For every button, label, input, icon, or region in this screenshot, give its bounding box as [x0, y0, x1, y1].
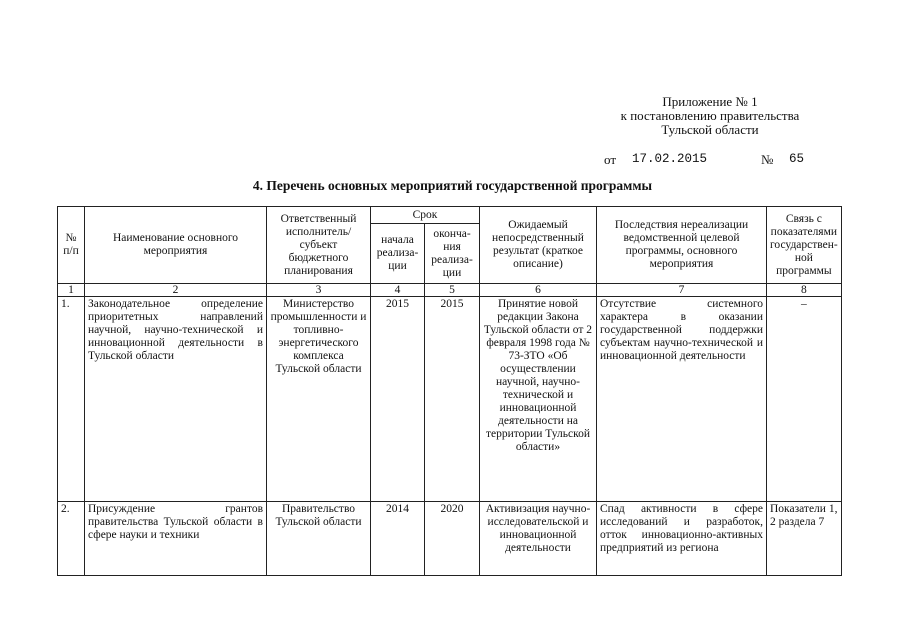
- page-title: 4. Перечень основных мероприятий государственной программы: [252, 178, 653, 193]
- column-number: 1: [58, 284, 85, 297]
- header-name: Наименование основного мероприятия: [85, 207, 267, 284]
- appendix-subtitle: к постановлению правительства: [620, 108, 800, 123]
- header-result: Ожидаемый непосредственный результат (краткое описание): [480, 207, 597, 284]
- header-link: Связь с показателями государствен-ной программы: [767, 207, 842, 284]
- measure-consequences: Отсутствие системного характера в оказании государственной поддержки субъектам научно-технической и инновационной деятельности: [597, 297, 767, 502]
- header-term-start: начала реализа-ции: [371, 224, 425, 284]
- header-term-end: оконча-ния реализа-ции: [425, 224, 480, 284]
- column-number: 4: [371, 284, 425, 297]
- column-number: 2: [85, 284, 267, 297]
- header-responsible: Ответственный исполнитель/ субъект бюджетного планирования: [267, 207, 371, 284]
- measure-end-year: 2015: [425, 297, 480, 502]
- order-date-prefix: от: [604, 152, 617, 167]
- row-number: 2.: [61, 503, 70, 515]
- table-row: [58, 502, 842, 576]
- column-number: 3: [267, 284, 371, 297]
- column-number: 7: [597, 284, 767, 297]
- measure-responsible: Правительство Тульской области: [275, 503, 362, 528]
- column-number: 6: [480, 284, 597, 297]
- measure-start-year: 2014: [386, 503, 409, 515]
- measure-end-year: 2020: [440, 503, 464, 515]
- row-number: 1.: [58, 297, 85, 502]
- measure-link: –: [767, 297, 842, 502]
- header-num: № п/п: [58, 207, 85, 284]
- column-number: 5: [425, 284, 480, 297]
- measure-link: Показатели 1, 2 раздела 7: [770, 503, 838, 528]
- header-term: Срок: [371, 207, 480, 224]
- measures-table: [57, 206, 842, 576]
- appendix-region: Тульской области: [661, 122, 759, 137]
- measure-name: Присуждение грантов правительства Тульской области в сфере науки и техники: [88, 503, 263, 541]
- header-consequences: Последствия нереализации ведомственной целевой программы, основного мероприятия: [597, 207, 767, 284]
- appendix-title: Приложение № 1: [662, 94, 758, 109]
- order-number: 65: [789, 152, 805, 166]
- measure-result: Принятие новой редакции Закона Тульской области от 2 февраля 1998 года № 73-ЗТО «Об осуществлении научной, научно-технической и инновационной деятельности на территории Тульской области»: [480, 297, 597, 502]
- measure-name: Законодательное определение приоритетных направлений научной, научно-технической и инновационной деятельности в Тульской области: [85, 297, 267, 502]
- order-number-prefix: №: [761, 152, 774, 167]
- measure-responsible: Министерство промышленности и топливно-энергетического комплекса Тульской области: [267, 297, 371, 502]
- appendix-header: [560, 95, 860, 137]
- column-number: 8: [767, 284, 842, 297]
- measure-consequences: Спад активности в сфере исследований и разработок, отток инновационно-активных предприятий из региона: [600, 503, 763, 554]
- table-row: [58, 297, 842, 502]
- measure-result: Активизация научно-исследовательской и инновационной деятельности: [485, 503, 591, 554]
- column-numbers-row: [58, 284, 842, 297]
- order-date: 17.02.2015: [632, 152, 708, 166]
- measure-start-year: 2015: [371, 297, 425, 502]
